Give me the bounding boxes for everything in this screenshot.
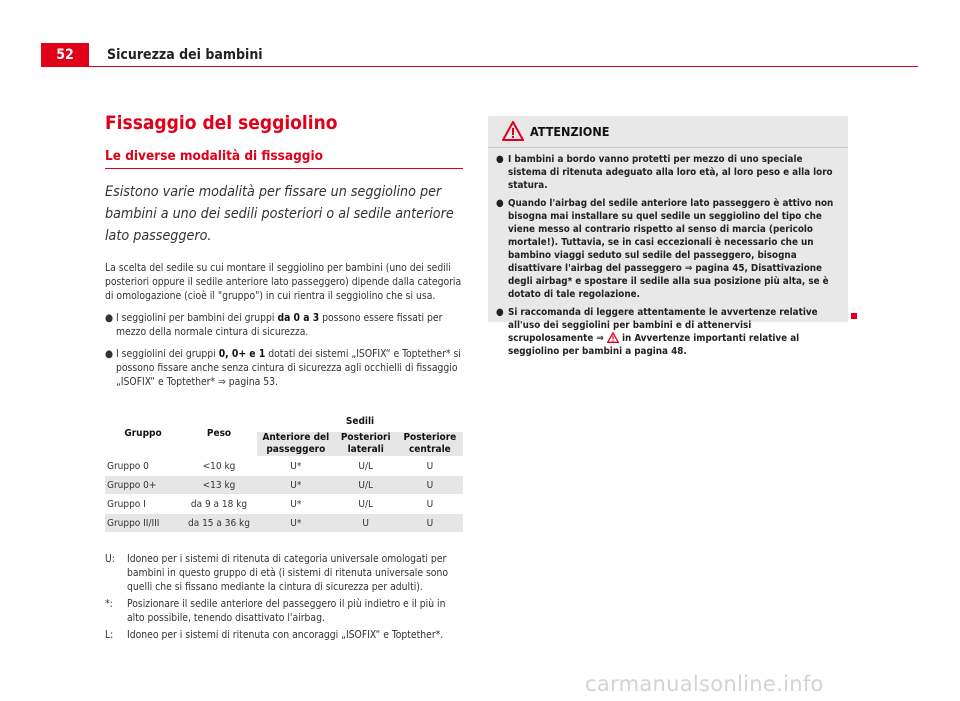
legend-notes [105,552,463,642]
warning-header [488,116,848,148]
intro-text: Esistono varie modalità per fissare un seggiolino per bambini a uno dei sedili posteriori o al sedile anteriore lato passeggero. [105,184,454,244]
table-row: Gruppo II/III da 15 a 36 kg U* U U [105,514,463,533]
list-item: ● I seggiolini per bambini dei gruppi da 0 a 3 possono essere fissati per mezzo della normale cintura di sicurezza. [105,312,443,338]
main-column [105,112,463,645]
column-header-front: Anteriore del passeggero [257,432,335,457]
column-header-seats: Sedili [345,415,375,427]
warning-item: ● Quando l'airbag del sedile anteriore lato passeggero è attivo non bisogna mai installare su quel sedile un seggiolino del tipo che viene messo al contrario rispetto al senso di marcia (pericolo mortale!). Tuttavia, se in casi eccezionali è necessario che un bambino viaggi seduto sul sedile del passeggero, bisogna disattivare l'airbag del passeggero ⇒ pagina 45, Disattivazione degli airbag* e spostare il sedile alla sua posizione più alta, se è dotato di tale regolazione. [496,198,834,300]
warning-item: ● I bambini a bordo vanno protetti per mezzo di uno speciale sistema di ritenuta adeguato alla loro età, al loro peso e alla loro statura. [496,154,833,191]
body-paragraph: La scelta del sedile su cui montare il seggiolino per bambini (uno dei sedili posteriori oppure il sedile anteriore lato passeggero) dipende dalla categoria di omologazione (cioè il "gruppo") in cui rientra il seggiolino che si usa. [105,262,462,302]
seat-table [105,410,463,532]
list-item: ● I seggiolini dei gruppi 0, 0+ e 1 dotati dei sistemi „ISOFIX“ e Toptether* si possono fissare anche senza cintura di sicurezza agli occhielli di fissaggio „ISOFIX“ e Toptether* ⇒ pagina 53. [105,348,461,388]
note-item: L: Idoneo per i sistemi di ritenuta con ancoraggi „ISOFIX“ e Toptether*. [105,629,444,641]
section-end-marker [851,313,857,319]
warning-body [488,148,848,358]
bullet-icon: ● [105,348,114,360]
warning-triangle-icon [607,332,619,343]
note-item: *: Posizionare il sedile anteriore del passeggero il più indietro e il più in alto possibile, tenendo disattivato l'airbag. [105,598,446,624]
section-subtitle: Le diverse modalità di fissaggio [105,148,463,169]
column-header-weight: Peso [206,427,232,439]
warning-title: ATTENZIONE [530,124,610,139]
table-row: Gruppo 0 <10 kg U* U/L U [105,457,463,476]
column-header-rear-center: Posteriore centrale [397,432,463,457]
watermark: carmanualsonline.info [585,672,824,696]
header-divider [89,66,918,67]
warning-item: ● Si raccomanda di leggere attentamente le avvertenze relative all'uso dei seggiolini per bambini e di attenervisi scrupolosamente ⇒ in Avvertenze importanti relative al seggiolino per bambini a pagina 48. [496,307,818,357]
warning-triangle-icon [502,121,524,141]
bullet-icon: ● [105,312,114,324]
page-title: Fissaggio del seggiolino [105,112,338,134]
page-number: 52 [41,43,89,67]
note-item: U: Idoneo per i sistemi di ritenuta di categoria universale omologati per bambini in questo gruppo di età (i sistemi di ritenuta universale sono quelli che si fissano mediante la cintura di sicurezza per adulti). [105,553,449,593]
table-row: Gruppo 0+ <13 kg U* U/L U [105,476,463,495]
section-title: Sicurezza dei bambini [107,47,263,63]
warning-box [488,116,848,357]
column-header-group: Gruppo [124,427,162,439]
column-header-rear-side: Posteriori laterali [335,432,397,457]
table-row: Gruppo I da 9 a 18 kg U* U/L U [105,495,463,514]
